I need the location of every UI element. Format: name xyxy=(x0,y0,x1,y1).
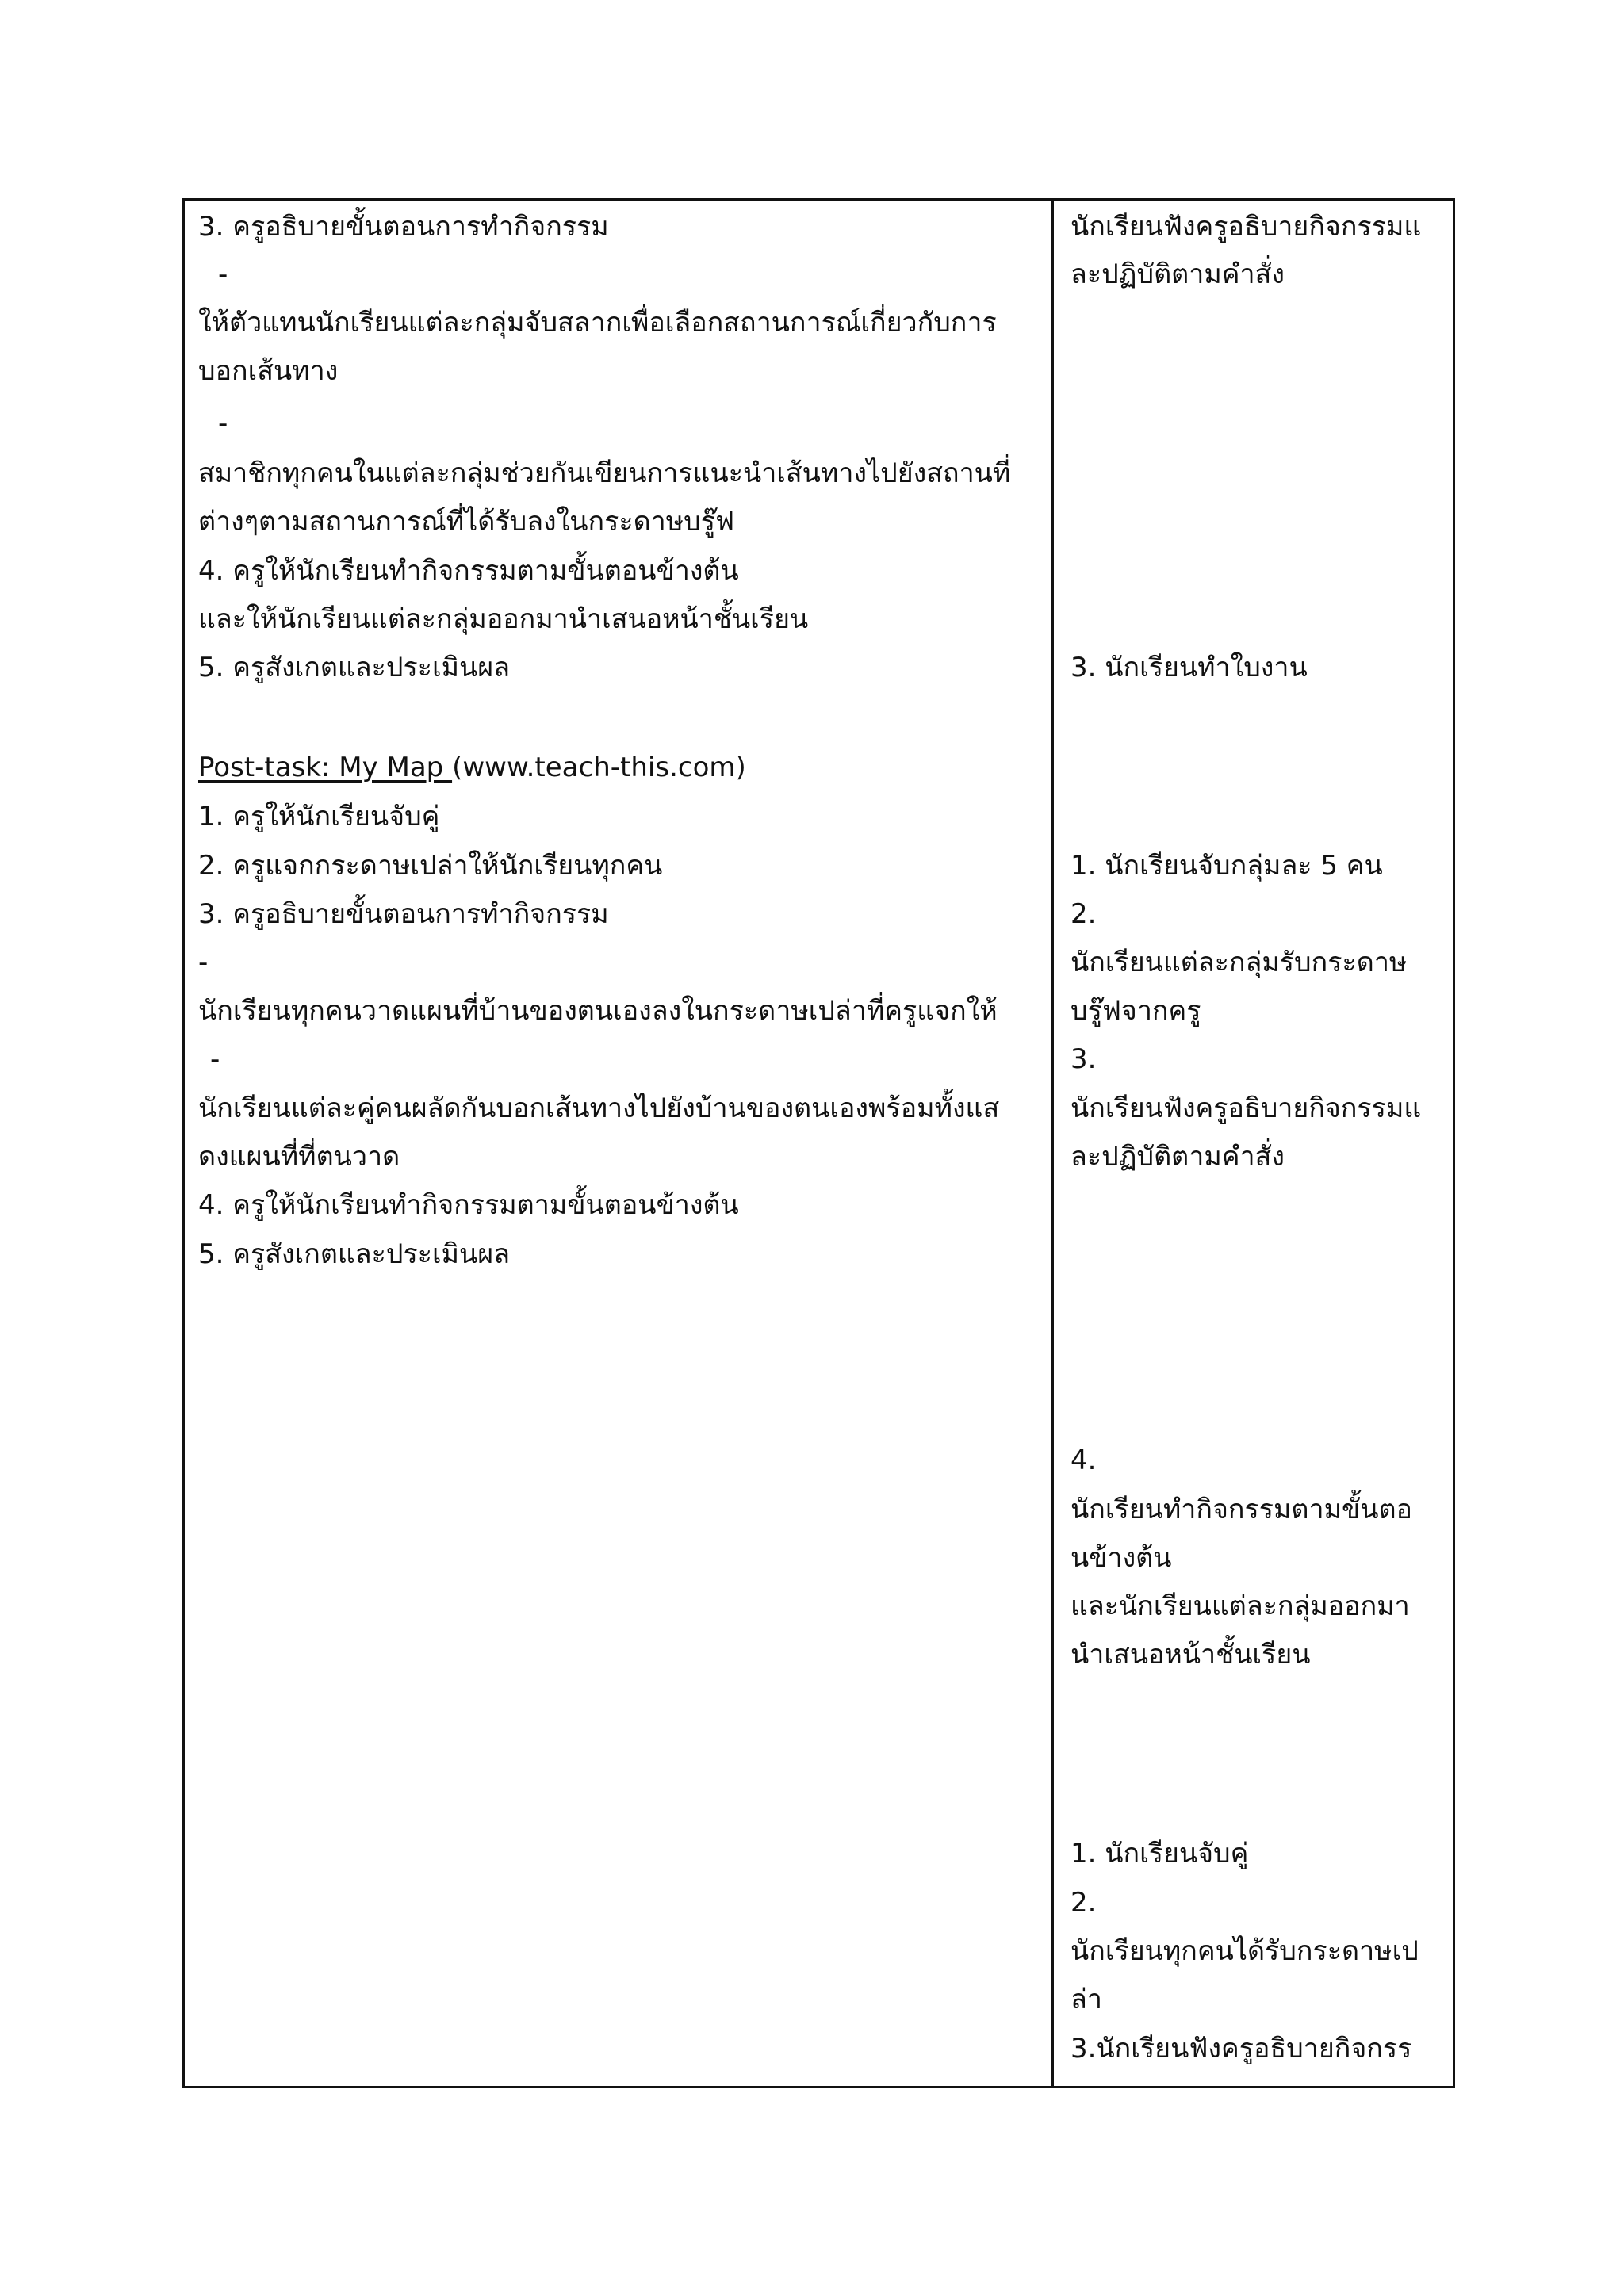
left-line-13: 3. ครูอธิบายขั้นตอนการทำกิจกรรม xyxy=(198,898,609,930)
right-line-5: 2. xyxy=(1071,898,1097,930)
right-line-1: นักเรียนฟังครูอธิบายกิจกรรมแ xyxy=(1071,211,1422,243)
right-line-15: นำเสนอหน้าชั้นเรียน xyxy=(1071,1639,1311,1670)
column-divider xyxy=(1051,201,1054,2086)
right-line-14: และนักเรียนแต่ละกลุ่มออกมา xyxy=(1071,1590,1410,1622)
right-line-10: ละปฏิบัติตามคำสั่ง xyxy=(1071,1141,1285,1173)
left-line-10: 5. ครูสังเกตและประเมินผล xyxy=(198,652,511,683)
right-line-19: ล่า xyxy=(1071,1984,1102,2015)
left-line-9: และให้นักเรียนแต่ละกลุ่มออกมานำเสนอหน้าชั้นเรียน xyxy=(198,603,809,635)
right-line-6: นักเรียนแต่ละกลุ่มรับกระดาษ xyxy=(1071,947,1408,978)
left-dash-4: - xyxy=(210,1043,220,1075)
left-line-7: ต่างๆตามสถานการณ์ที่ได้รับลงในกระดาษบรู๊ฟ xyxy=(198,506,735,538)
left-line-1: 3. ครูอธิบายขั้นตอนการทำกิจกรรม xyxy=(198,211,609,243)
left-line-12: 2. ครูแจกกระดาษเปล่าให้นักเรียนทุกคน xyxy=(198,850,663,882)
right-line-9: นักเรียนฟังครูอธิบายกิจกรรมแ xyxy=(1071,1093,1422,1124)
right-line-11: 4. xyxy=(1071,1445,1097,1476)
left-line-8: 4. ครูให้นักเรียนทำกิจกรรมตามขั้นตอนข้างต้น xyxy=(198,555,739,587)
left-line-17: นักเรียนแต่ละคู่คนผลัดกันบอกเส้นทางไปยังบ้านของตนเองพร้อมทั้งแส xyxy=(198,1093,1000,1124)
right-line-8: 3. xyxy=(1071,1043,1097,1075)
right-line-16: 1. นักเรียนจับคู่ xyxy=(1071,1838,1249,1869)
left-line-6: สมาชิกทุกคนในแต่ละกลุ่มช่วยกันเขียนการแนะนำเส้นทางไปยังสถานที่ xyxy=(198,457,1011,489)
right-line-18: นักเรียนทุกคนได้รับกระดาษเป xyxy=(1071,1935,1419,1967)
left-line-4: บอกเส้นทาง xyxy=(198,355,339,387)
right-line-12: นักเรียนทำกิจกรรมตามขั้นตอ xyxy=(1071,1494,1412,1525)
left-line-18: ดงแผนที่ที่ตนวาด xyxy=(198,1141,400,1173)
right-line-3: 3. นักเรียนทำใบงาน xyxy=(1071,652,1308,683)
post-task-source: (www.teach-this.com) xyxy=(452,752,746,783)
left-line-15: นักเรียนทุกคนวาดแผนที่บ้านของตนเองลงในกระดาษเปล่าที่ครูแจกให้ xyxy=(198,995,998,1027)
left-line-3: ให้ตัวแทนนักเรียนแต่ละกลุ่มจับสลากเพื่อเลือกสถานการณ์เกี่ยวกับการ xyxy=(198,307,997,339)
left-line-20: 5. ครูสังเกตและประเมินผล xyxy=(198,1238,511,1270)
right-line-20: 3.นักเรียนฟังครูอธิบายกิจกรร xyxy=(1071,2033,1412,2064)
right-line-17: 2. xyxy=(1071,1887,1097,1919)
left-line-11: 1. ครูให้นักเรียนจับคู่ xyxy=(198,801,440,832)
right-line-13: นข้างต้น xyxy=(1071,1542,1172,1574)
left-dash-2: - xyxy=(218,408,228,439)
right-line-2: ละปฏิบัติตามคำสั่ง xyxy=(1071,258,1285,290)
post-task-heading: Post-task: My Map xyxy=(198,752,453,783)
post-task-line xyxy=(198,752,746,783)
left-line-19: 4. ครูให้นักเรียนทำกิจกรรมตามขั้นตอนข้างต้น xyxy=(198,1189,739,1221)
right-line-4: 1. นักเรียนจับกลุ่มละ 5 คน xyxy=(1071,850,1383,882)
right-line-7: บรู๊ฟจากครู xyxy=(1071,995,1201,1027)
left-dash-3: - xyxy=(198,947,209,978)
left-dash-1: - xyxy=(218,258,228,290)
